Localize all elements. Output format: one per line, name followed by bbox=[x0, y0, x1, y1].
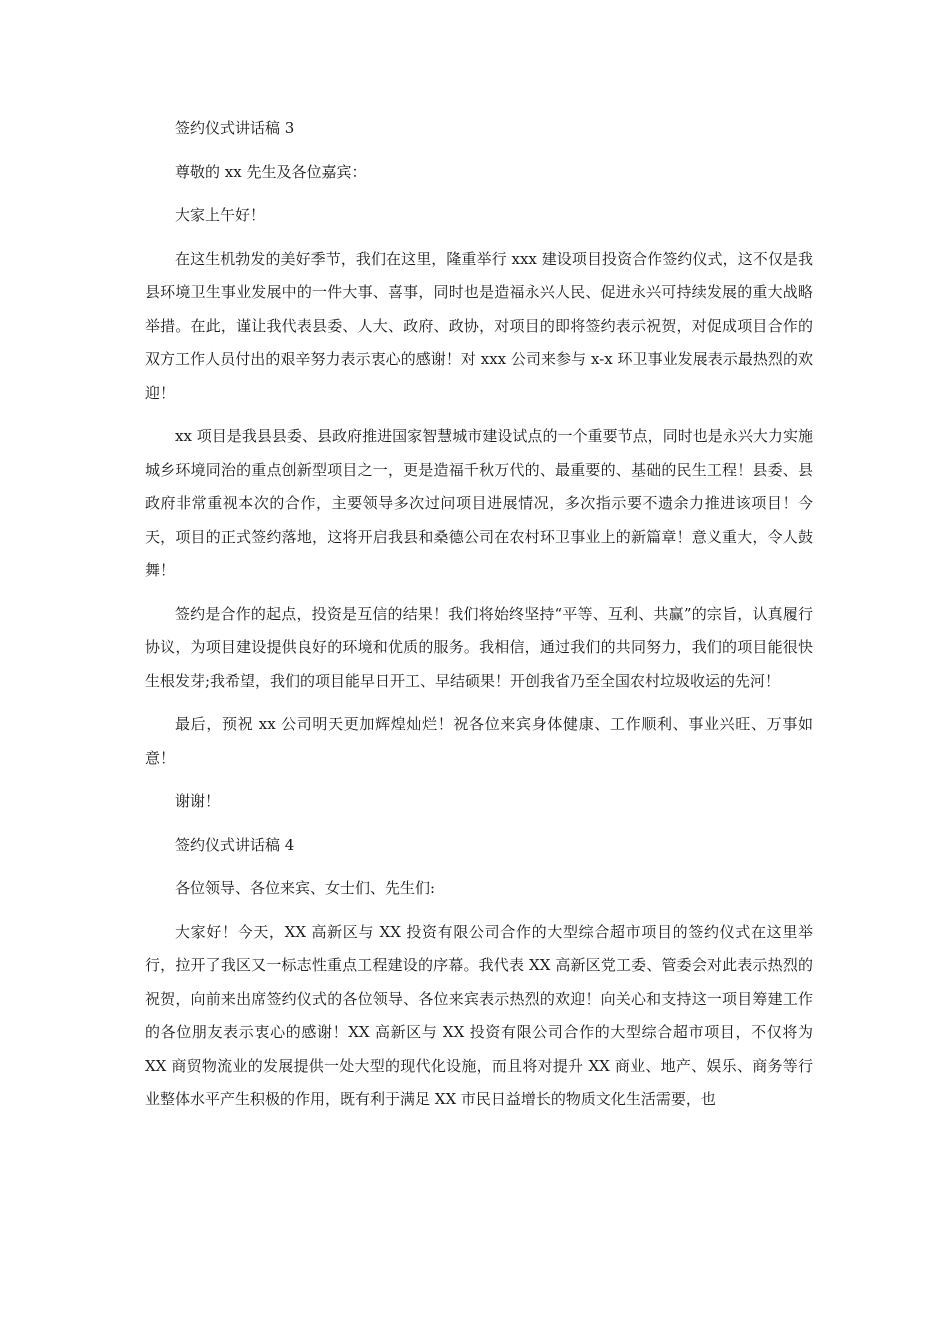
paragraph: 大家好！今天，XX 高新区与 XX 投资有限公司合作的大型综合超市项目的签约仪式在这里举行，拉开了我区又一标志性重点工程建设的序幕。我代表 XX 高新区党工委、管委会对此表示热烈的祝贺，向前来出席签约仪式的各位领导、各位来宾表示热烈的欢迎！向关心和支持这一项目筹建工作的各位朋友表示衷心的感谢！XX 高新区与 XX 投资有限公司合作的大型综合超市项目，不仅将为 XX 商贸物流业的发展提供一处大型的现代化设施，而且将对提升 XX 商业、地产、娱乐、商务等行业整体水平产生积极的作用，既有利于满足 XX 市民日益增长的物质文化生活需要，也 bbox=[145, 922, 813, 1108]
salutation: 尊敬的 xx 先生及各位嘉宾： bbox=[175, 162, 367, 181]
paragraph: xx 项目是我县县委、县政府推进国家智慧城市建设试点的一个重要节点，同时也是永兴大力实施城乡环境同治的重点创新型项目之一，更是造福千秋万代的、最重要的、基础的民生工程！县委、县政府非常重视本次的合作，主要领导多次过问项目进展情况，多次指示要不遗余力推进该项目！今天，项目的正式签约落地，这将开启我县和桑德公司在农村环卫事业上的新篇章！意义重大，令人鼓舞！ bbox=[145, 427, 813, 579]
section-title-4: 签约仪式讲话稿 4 bbox=[175, 835, 295, 854]
paragraph: 在这生机勃发的美好季节，我们在这里，隆重举行 xxx 建设项目投资合作签约仪式，这不仅是我县环境卫生事业发展中的一件大事、喜事，同时也是造福永兴人民、促进永兴可持续发展的重大战略举措。在此，谨让我代表县委、人大、政府、政协，对项目的即将签约表示祝贺，对促成项目合作的双方工作人员付出的艰辛努力表示衷心的感谢！对 xxx 公司来参与 x-x 环卫事业发展表示最热烈的欢迎！ bbox=[145, 249, 813, 402]
closing-thanks: 谢谢！ bbox=[175, 792, 221, 810]
greeting: 大家上午好！ bbox=[175, 206, 266, 224]
section-title-3: 签约仪式讲话稿 3 bbox=[175, 119, 295, 137]
paragraph: 签约是合作的起点，投资是互信的结果！我们将始终坚持“平等、互利、共赢”的宗旨，认真履行协议，为项目建设提供良好的环境和优质的服务。我相信，通过我们的共同努力，我们的项目能很快生根发芽;我希望，我们的项目能早日开工、早结硕果！开创我省乃至全国农村垃圾收运的先河！ bbox=[145, 604, 813, 690]
paragraph: 最后，预祝 xx 公司明天更加辉煌灿烂！祝各位来宾身体健康、工作顺利、事业兴旺、万事如意！ bbox=[145, 715, 813, 767]
document-body bbox=[145, 112, 813, 1127]
salutation: 各位领导、各位来宾、女士们、先生们: bbox=[175, 879, 436, 897]
